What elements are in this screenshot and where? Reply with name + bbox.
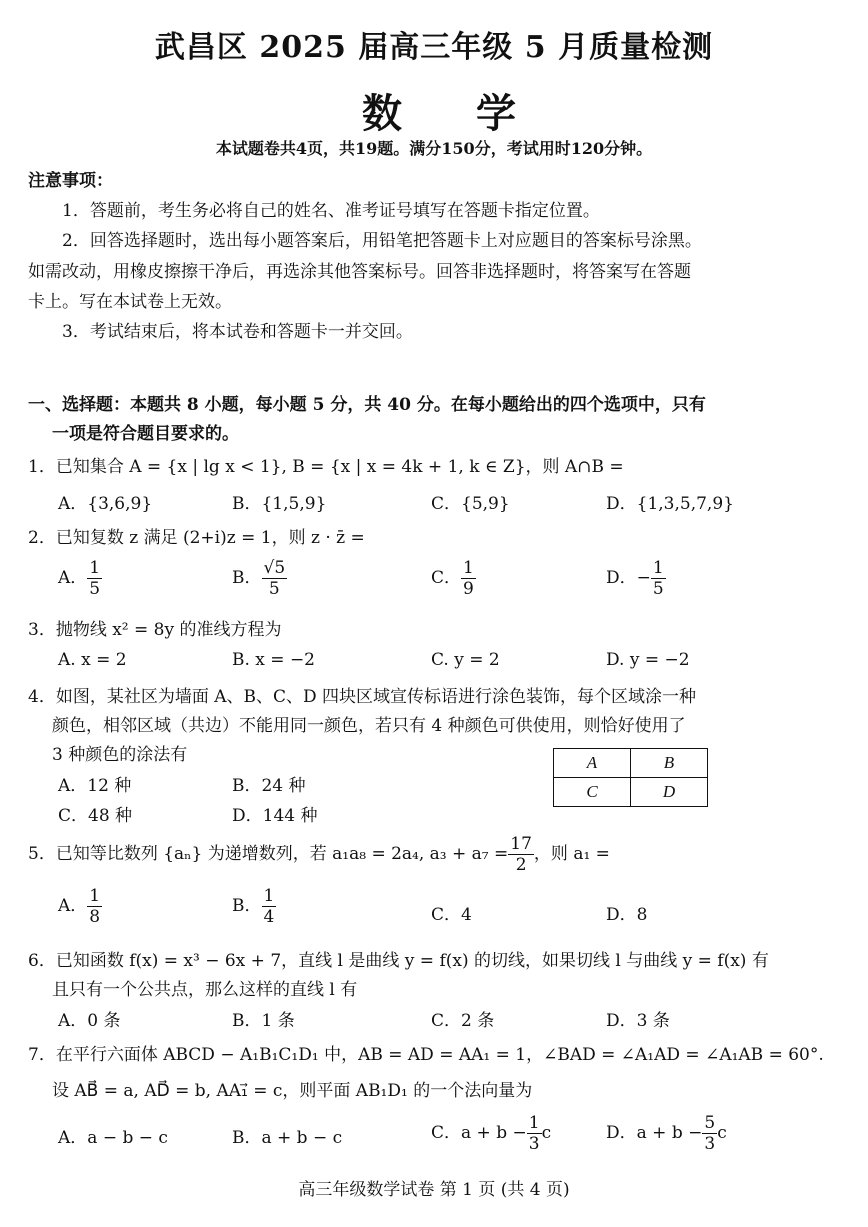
q7-option-c: C．a + b − $\frac{1}{3}$ c (431, 1113, 552, 1154)
exam-info: 本试题卷共4页，共19题。满分150分，考试用时120分钟。 (215, 139, 653, 158)
q1-option-a: A．{3,6,9} (58, 494, 153, 514)
q7-option-a: A．a − b − c (58, 1128, 168, 1148)
question-4-line-3: 3 种颜色的涂法有 (52, 745, 188, 765)
exam-title: 武昌区 2025 届高三年级 5 月质量检测 (154, 30, 714, 65)
q3-option-d: D. y = −2 (606, 650, 690, 670)
q2-option-c: C． $\frac{1}{9}$ (431, 558, 474, 599)
subject-title: 数 学 (362, 90, 546, 137)
q7-option-b: B．a + b − c (232, 1128, 343, 1148)
q3-option-a: A. x = 2 (58, 650, 127, 670)
question-5-stem: 5．已知等比数列 {aₙ} 为递增数列，若 a₁a₈ = 2a₄, a₃ + a₇ = $\frac{17}{2}$ ，则 a₁ = (28, 834, 610, 875)
notice-line-1: 1．答题前，考生务必将自己的姓名、准考证号填写在答题卡指定位置。 (62, 201, 600, 221)
question-1-stem: 1．已知集合 A = {x | lg x < 1}, B = {x | x = 4k + 1, k ∈ Z}，则 A∩B = (28, 457, 624, 477)
q7-option-d: D．a + b − $\frac{5}{3}$ c (606, 1113, 727, 1154)
q2-option-b: B． $\frac{√5}{5}$ (232, 558, 286, 599)
q1-option-d: D．{1,3,5,7,9} (606, 494, 734, 514)
q5-option-b: B． $\frac{1}{4}$ (232, 886, 275, 927)
notice-line-2: 2．回答选择题时，选出每小题答案后，用铅笔把答题卡上对应题目的答案标号涂黑。 (62, 231, 702, 251)
q4-option-d: D．144 种 (232, 806, 318, 826)
region-a: A (554, 749, 631, 778)
question-4-line-1: 4．如图，某社区为墙面 A、B、C、D 四块区域宣传标语进行涂色装饰，每个区域涂一种 (28, 687, 697, 707)
question-6-line-1: 6．已知函数 f(x) = x³ − 6x + 7，直线 l 是曲线 y = f(x) 的切线，如果切线 l 与曲线 y = f(x) 有 (28, 951, 769, 971)
notice-heading: 注意事项： (28, 171, 113, 191)
q6-option-a: A．0 条 (58, 1011, 121, 1031)
q4-option-b: B．24 种 (232, 776, 306, 796)
region-b: B (631, 749, 708, 778)
region-d: D (631, 778, 708, 807)
notice-line-5: 3．考试结束后，将本试卷和答题卡一并交回。 (62, 322, 413, 342)
q5-option-d: D．8 (606, 905, 648, 925)
q3-option-c: C. y = 2 (431, 650, 500, 670)
section-heading-2: 一项是符合题目要求的。 (52, 424, 239, 444)
region-grid-figure (553, 748, 708, 807)
section-heading: 一、选择题：本题共 8 小题，每小题 5 分，共 40 分。在每小题给出的四个选项中，只有 (28, 395, 706, 415)
question-6-line-2: 且只有一个公共点，那么这样的直线 l 有 (52, 980, 358, 1000)
notice-line-4: 卡上。写在本试卷上无效。 (28, 292, 232, 312)
q6-option-d: D．3 条 (606, 1011, 670, 1031)
notice-line-3: 如需改动，用橡皮擦擦干净后，再选涂其他答案标号。回答非选择题时，将答案写在答题 (28, 262, 691, 282)
q6-option-c: C．2 条 (431, 1011, 495, 1031)
q2-option-a: A． $\frac{1}{5}$ (58, 558, 101, 599)
question-7-line-2: 设 AB⃗ = a, AD⃗ = b, AA₁⃗ = c，则平面 AB₁D₁ 的一个法向量为 (52, 1081, 533, 1101)
page-footer: 高三年级数学试卷 第 1 页 (共 4 页) (298, 1180, 570, 1200)
q3-option-b: B. x = −2 (232, 650, 315, 670)
q5-option-c: C．4 (431, 905, 472, 925)
question-2-stem: 2．已知复数 z 满足 (2+i)z = 1，则 z · z̄ = (28, 528, 365, 548)
question-3-stem: 3．抛物线 x² = 8y 的准线方程为 (28, 620, 282, 640)
q1-option-b: B．{1,5,9} (232, 494, 327, 514)
q4-option-a: A．12 种 (58, 776, 132, 796)
q5-option-a: A． $\frac{1}{8}$ (58, 886, 101, 927)
region-c: C (554, 778, 631, 807)
question-4-line-2: 颜色，相邻区域（共边）不能用同一颜色，若只有 4 种颜色可供使用，则恰好使用了 (52, 716, 686, 736)
q1-option-c: C．{5,9} (431, 494, 510, 514)
question-7-line-1: 7．在平行六面体 ABCD − A₁B₁C₁D₁ 中，AB = AD = AA₁ = 1，∠BAD = ∠A₁AD = ∠A₁AB = 60°. (28, 1045, 824, 1065)
q6-option-b: B．1 条 (232, 1011, 295, 1031)
q4-option-c: C．48 种 (58, 806, 133, 826)
q2-option-d: D．− $\frac{1}{5}$ (606, 558, 664, 599)
